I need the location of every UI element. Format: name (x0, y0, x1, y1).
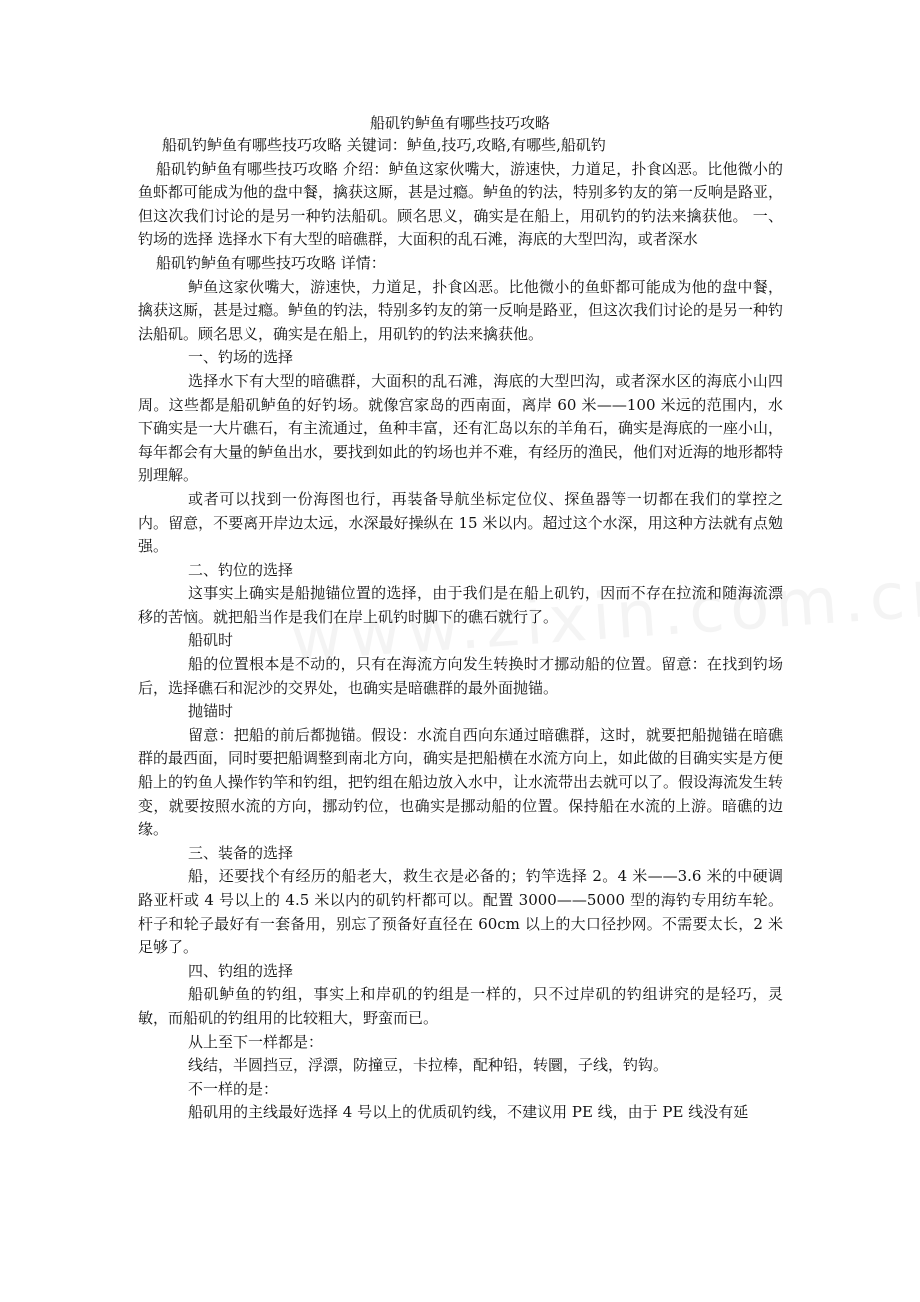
document-body (138, 134, 783, 1125)
subsection-heading: 抛锚时 (188, 702, 234, 721)
body-paragraph: 选择水下有大型的暗礁群，大面积的乱石滩，海底的大型凹沟，或者深水区的海底小山四周。这些都是船矶鲈鱼的好钓场。就像宫家岛的西南面，离岸 60 米——100 米远的范围内，水下确实是一大片礁石，有主流通过，鱼种丰富，还有汇岛以东的羊角石，确实是海底的一座小山，每年都会有大量的鲈鱼出水，要找到如此的钓场也并不难，有经历的渔民，他们对近海的地形都特别理解。 (138, 371, 784, 485)
body-paragraph: 或者可以找到一份海图也行，再装备导航坐标定位仪、探鱼器等一切都在我们的掌控之内。留意，不要离开岸边太远，水深最好操纵在 15 米以内。超过这个水深，用这种方法就有点勉强。 (138, 489, 783, 556)
body-paragraph: 不一样的是： (188, 1079, 279, 1098)
section-heading: 二、钓位的选择 (188, 560, 294, 579)
body-paragraph: 船矶鲈鱼的钓组，事实上和岸矶的钓组是一样的，只不过岸矶的钓组讲究的是轻巧，灵敏，而船矶的钓组用的比较粗大，野蛮而已。 (138, 985, 783, 1027)
body-paragraph: 线结，半圆挡豆，浮漂，防撞豆，卡拉棒，配种铅，转圜，子线，钓钩。 (188, 1056, 669, 1075)
section-heading: 四、钓组的选择 (188, 961, 294, 980)
body-paragraph: 船的位置根本是不动的，只有在海流方向发生转换时才挪动船的位置。留意：在找到钓场后，选择礁石和泥沙的交界处，也确实是暗礁群的最外面抛锚。 (138, 655, 783, 697)
body-paragraph: 留意：把船的前后都抛锚。假设：水流自西向东通过暗礁群，这时，就要把船抛锚在暗礁群的最西面，同时要把船调整到南北方向，确实是把船横在水流方向上，如此做的目确实实是方便船上的钓鱼人操作钓竿和钓组，把钓组在船边放入水中，让水流带出去就可以了。假设海流发生转变，就要按照水流的方向，挪动钓位，也确实是挪动船的位置。保持船在水流的上游。暗礁的边缘。 (138, 725, 784, 839)
subsection-heading: 船矶时 (188, 631, 234, 650)
body-paragraph: 船矶用的主线最好选择 4 号以上的优质矶钓线，不建议用 PE 线，由于 PE 线没有延 (188, 1103, 749, 1122)
section-heading: 三、装备的选择 (188, 843, 294, 862)
keywords-line: 船矶钓鲈鱼有哪些技巧攻略 关键词：鲈鱼,技巧,攻略,有哪些,船矶钓 (162, 136, 606, 154)
body-paragraph: 从上至下一样都是： (188, 1032, 324, 1051)
details-heading: 船矶钓鲈鱼有哪些技巧攻略 详情： (156, 253, 386, 272)
body-paragraph: 船，还要找个有经历的船老大，救生衣是必备的；钓竿选择 2。4 米——3.6 米的中硬调路亚杆或 4 号以上的 4.5 米以内的矶钓杆都可以。配置 3000——5000 型的海钓专用纺车轮。杆子和轮子最好有一套备用，别忘了预备好直径在 60cm 以上的大口径抄网。不需要太长，2 米足够了。 (138, 867, 783, 957)
document-title: 船矶钓鲈鱼有哪些技巧攻略 (369, 114, 550, 132)
body-paragraph: 这事实上确实是船抛锚位置的选择，由于我们是在船上矶钓，因而不存在拉流和随海流漂移的苦恼。就把船当作是我们在岸上矶钓时脚下的礁石就行了。 (138, 584, 783, 626)
body-paragraph: 鲈鱼这家伙嘴大，游速快，力道足，扑食凶恶。比他微小的鱼虾都可能成为他的盘中餐，擒获这厮，甚是过瘾。鲈鱼的钓法，特别多钓友的第一反响是路亚，但这次我们讨论的是另一种钓法船矶。顾名思义，确实是在船上，用矶钓的钓法来擒获他。 (138, 277, 784, 343)
intro-paragraph: 船矶钓鲈鱼有哪些技巧攻略 介绍：鲈鱼这家伙嘴大，游速快，力道足，扑食凶恶。比他微小的鱼虾都可能成为他的盘中餐，擒获这厮，甚是过瘾。鲈鱼的钓法，特别多钓友的第一反响是路亚，但这次我们讨论的是另一种钓法船矶。顾名思义，确实是在船上，用矶钓的钓法来擒获他。 一、钓场的选择 选择水下有大型的暗礁群，大面积的乱石滩，海底的大型凹沟，或者深水 (138, 159, 784, 249)
section-heading: 一、钓场的选择 (188, 348, 294, 367)
